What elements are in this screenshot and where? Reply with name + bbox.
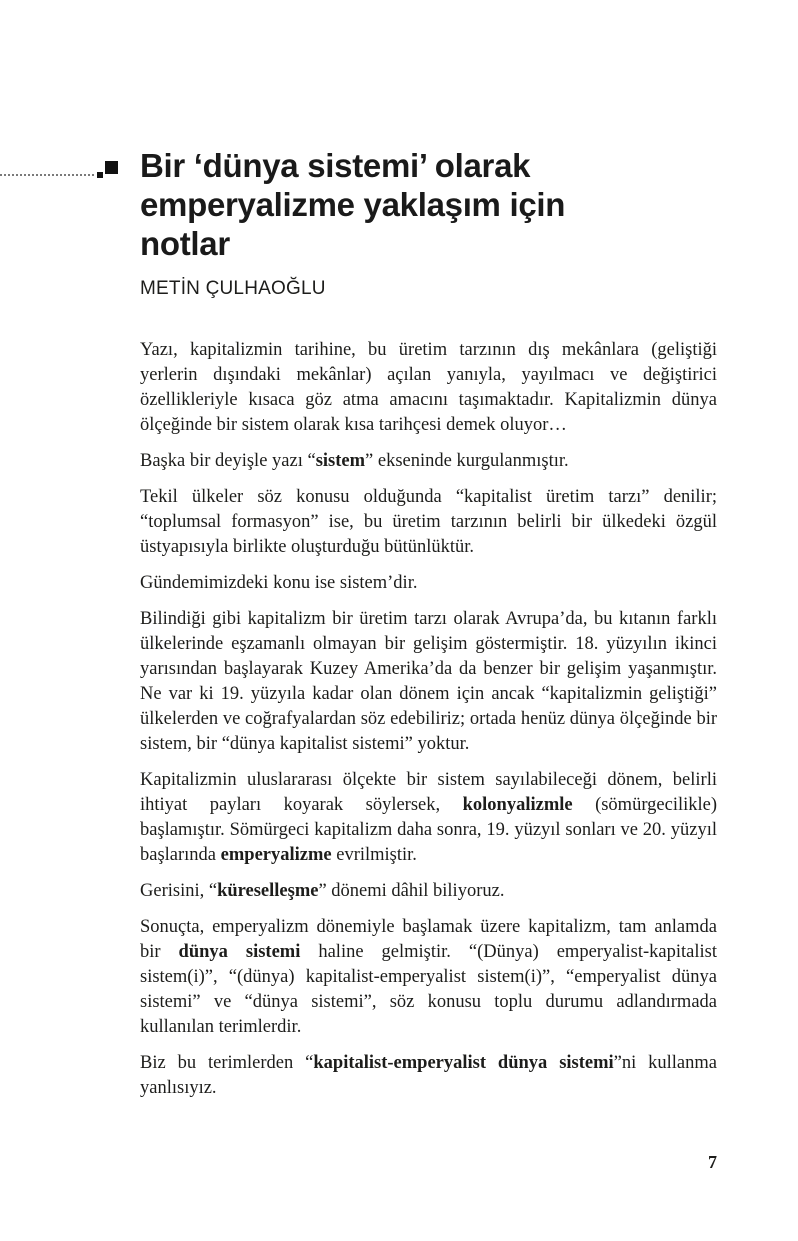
body-text: Bilindiği gibi kapitalizm bir üretim tarzı olarak Avrupa’da, bu kıtanın farklı ülkelerinde eşzamanlı olmayan bir gelişim göstermiştir. 18. yüzyılın ikinci yarısından başlayarak Kuzey Amerika’da da benzer bir gelişim yaşanmıştır. Ne var ki 19. yüzyıla kadar olan dönem için ancak “kapitalizmin geliştiği” ülkelerden ve coğrafyalardan söz edebiliriz; ortada henüz dünya ölçeğinde bir sistem, bir “dünya kapitalist sistemi” yoktur. xyxy=(140,609,717,754)
body-text: (sömürgecilikle) başlamıştır. Sömürgeci kapitalizm daha sonra, 19. yüzyıl sonları ve 20. yüzyıl başlarında xyxy=(140,795,717,865)
emphasized-text: kapitalist-emperyalist dünya sistemi xyxy=(313,1053,614,1073)
paragraph xyxy=(140,338,717,438)
article-author: METİN ÇULHAOĞLU xyxy=(140,278,326,299)
body-text: Gündemimizdeki konu ise sistem’dir. xyxy=(140,573,418,593)
paragraph xyxy=(140,915,717,1040)
paragraph xyxy=(140,571,717,596)
dotted-leader-line xyxy=(0,174,94,176)
section-marker-square-small xyxy=(97,172,103,178)
paragraph xyxy=(140,879,717,904)
body-text: Başka bir deyişle yazı “ xyxy=(140,451,316,471)
body-text: haline gelmiştir. “(Dünya) emperyalist-kapitalist sistem(i)”, “(dünya) kapitalist-emperyalist sistem(i)”, “emperyalist dünya sistemi” ve “dünya sistemi”, söz konusu toplu durumu adlandırmada kullanılan terimlerdir. xyxy=(140,942,718,1037)
emphasized-text: sistem xyxy=(315,451,366,471)
paragraph xyxy=(140,607,717,757)
section-marker-square-large xyxy=(105,161,118,174)
paragraph xyxy=(140,449,717,474)
article-body xyxy=(140,338,717,1101)
body-text: Biz bu terimlerden “ xyxy=(140,1053,314,1073)
article-title: Bir ‘dünya sistemi’ olarak emperyalizme yaklaşım için notlar xyxy=(140,147,566,262)
body-text: ”ni kullanma yanlısıyız. xyxy=(140,1053,717,1098)
paragraph xyxy=(140,485,717,560)
paragraph xyxy=(140,768,717,868)
body-text: Yazı, kapitalizmin tarihine, bu üretim tarzının dış mekânlara (geliştiği yerlerin dışındaki mekânlar) açılan yanıyla, yayılmacı ve değiştirici özellikleriyle kısaca göz atma amacını taşımaktadır. Kapitalizmin dünya ölçeğinde bir sistem olarak kısa tarihçesi demek oluyor… xyxy=(140,340,717,435)
paragraph xyxy=(140,1051,717,1101)
body-text: Gerisini, “ xyxy=(140,881,218,901)
body-text: Sonuçta, emperyalizm dönemiyle başlamak üzere kapitalizm, tam anlamda bir xyxy=(140,917,717,962)
body-text: Tekil ülkeler söz konusu olduğunda “kapitalist üretim tarzı” denilir; “toplumsal formasyon” ise, bu üretim tarzının belirli bir ülkedeki özgül üstyapısıyla birlikte oluşturduğu bütünlüktür. xyxy=(140,487,717,557)
body-text: ” ekseninde kurgulanmıştır. xyxy=(365,451,569,471)
emphasized-text: dünya sistemi xyxy=(178,942,301,962)
body-text: ” dönemi dâhil biliyoruz. xyxy=(318,881,505,901)
emphasized-text: küreselleşme xyxy=(217,881,319,901)
page-number: 7 xyxy=(708,1152,717,1172)
body-text: evrilmiştir. xyxy=(331,845,417,865)
emphasized-text: emperyalizme xyxy=(220,845,332,865)
page-content xyxy=(140,146,717,1112)
emphasized-text: kolonyalizmle xyxy=(462,795,573,815)
body-text: Kapitalizmin uluslararası ölçekte bir sistem sayılabileceği dönem, belirli ihtiyat payları koyarak söylersek, xyxy=(140,770,717,815)
